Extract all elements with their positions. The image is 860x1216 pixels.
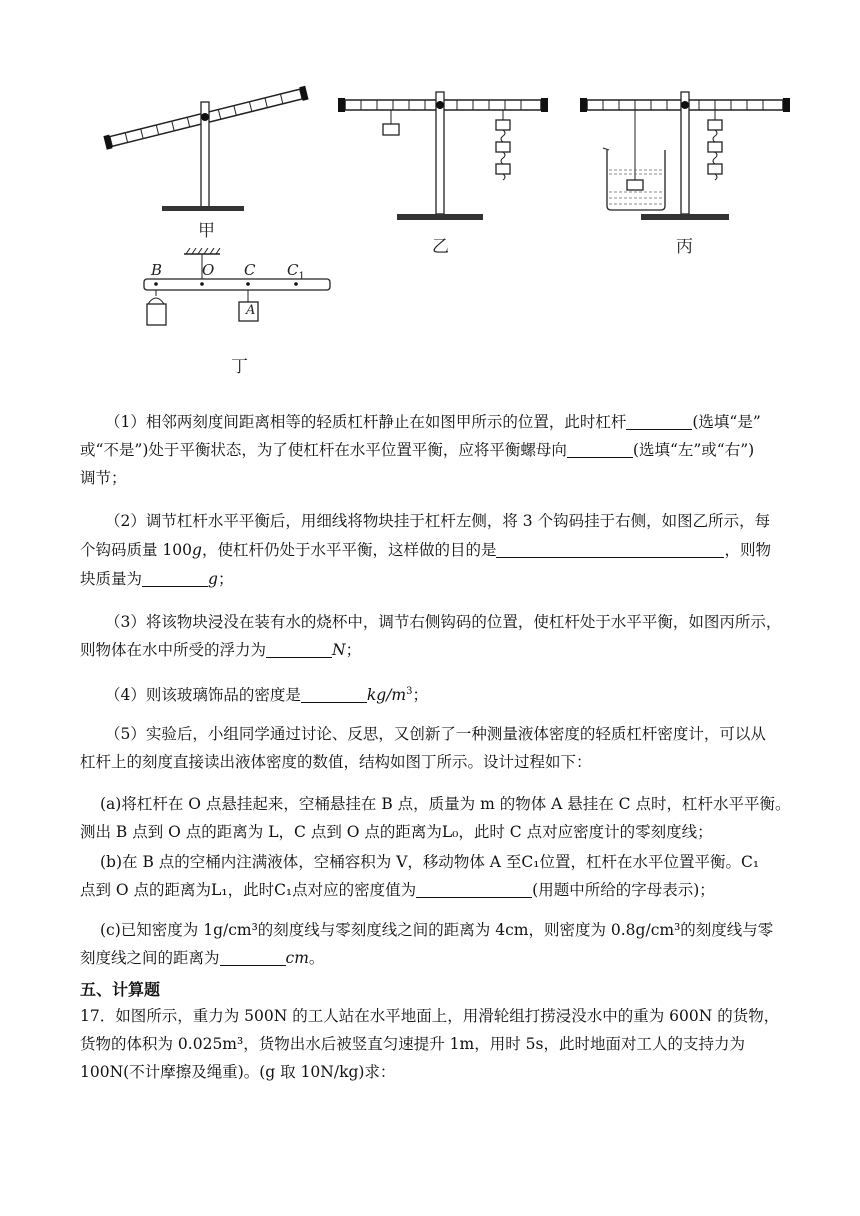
q1-text-2: 或“不是”)处于平衡状态，为了使杠杆在水平位置平衡，应将平衡螺母向	[80, 441, 567, 459]
q2-line1: （2）调节杠杆水平平衡后，用细线将物块挂于杠杆左侧，将 3 个钩码挂于右侧，如图乙所示，每	[105, 512, 771, 530]
q4-unit-sup: 3	[406, 686, 413, 697]
figure-caption-bing: 丙	[676, 237, 693, 257]
q5-c-line2-visible	[80, 948, 780, 968]
q2-blank-mass[interactable]	[142, 570, 208, 587]
ding-label-c1	[287, 261, 305, 282]
q1-line3: 调节；	[80, 469, 127, 487]
q5-c-text: 刻度线之间的距离为	[80, 949, 220, 967]
q5-blank-density-expr[interactable]	[416, 881, 532, 898]
q2-unit-g: g	[192, 541, 202, 559]
q2-line2	[80, 540, 780, 560]
figure-caption-ding: 丁	[231, 357, 248, 377]
q2-text-5: ；	[217, 570, 234, 588]
q5-c-line1: (c)已知密度为 1g/cm³的刻度线与零刻度线之间的距离为 4cm，则密度为 0.8g/cm³的刻度线与零	[100, 921, 774, 939]
q2-line3	[80, 569, 780, 589]
q17-line3: 100N(不计摩擦及绳重)。(g 取 10N/kg)求：	[80, 1063, 396, 1081]
q3-text-2: ；	[345, 641, 362, 659]
ding-label-b: B	[151, 261, 163, 279]
q1-line2	[80, 440, 780, 460]
q1-text: （1）相邻两刻度间距离相等的轻质杠杆静止在如图甲所示的位置，此时杠杆	[105, 413, 627, 431]
q4-text: （4）则该玻璃饰品的密度是	[105, 686, 301, 705]
q5-line1: （5）实验后，小组同学通过讨论、反思，又创新了一种测量液体密度的轻质杠杆密度计，可以从	[105, 725, 766, 743]
q5-blank-distance[interactable]	[220, 949, 286, 966]
q4-line	[105, 682, 805, 705]
q5-b-text: 点到 O 点的距离为L₁，此时C₁点对应的密度值为	[80, 881, 417, 899]
q5-b-line2	[80, 880, 780, 900]
q4-unit: kg/m	[366, 686, 407, 705]
q3-unit: N	[332, 641, 346, 659]
section-heading: 五、计算题	[80, 980, 161, 999]
q3-line2	[80, 640, 780, 660]
figure-caption-jia: 甲	[198, 221, 215, 241]
figure-yi	[335, 88, 550, 223]
q4-text-2: ；	[412, 686, 428, 705]
ding-label-a: A	[246, 303, 256, 318]
q5-b-hint: (用题中所给的字母表示)；	[532, 881, 715, 899]
figure-jia	[100, 80, 320, 220]
q4-blank-density[interactable]	[301, 686, 367, 703]
ding-label-c: C	[244, 261, 256, 279]
q1-hint: (选填“是”	[692, 413, 761, 431]
q3-blank-buoyancy[interactable]	[266, 641, 332, 658]
figure-ding	[138, 248, 338, 333]
ding-label-o: O	[202, 261, 215, 279]
q2-unit-g-2: g	[208, 570, 218, 588]
ding-label-c1-letter: C	[287, 261, 299, 279]
q1-blank-2[interactable]	[567, 441, 633, 458]
figure-bing	[575, 88, 795, 223]
ding-label-c1-sub: 1	[298, 271, 305, 282]
q2-text-3: ，则物	[724, 541, 771, 559]
figure-caption-yi: 乙	[432, 237, 449, 257]
q5-c-unit: cm	[285, 949, 309, 967]
q1-hint-2: (选填“左”或“右”)	[632, 441, 755, 459]
q3-text: 则物体在水中所受的浮力为	[80, 641, 267, 659]
q5-c-end: 。	[308, 949, 325, 967]
q2-blank-purpose[interactable]	[496, 541, 724, 558]
q3-line1: （3）将该物块浸没在装有水的烧杯中，调节右侧钩码的位置，使杠杆处于水平平衡，如图丙所示，	[105, 613, 782, 631]
q5-b-line1: (b)在 B 点的空桶内注满液体，空桶容积为 V，移动物体 A 至C₁位置，杠杆在水平位置平衡。C₁	[100, 853, 760, 871]
q1-line1	[105, 412, 805, 432]
q5-line2: 杠杆上的刻度直接读出液体密度的数值，结构如图丁所示。设计过程如下：	[80, 753, 592, 771]
q2-text-2: ，使杠杆仍处于水平平衡，这样做的目的是	[201, 541, 497, 559]
q17-line1: 17．如图所示，重力为 500N 的工人站在水平地面上，用滑轮组打捞浸没水中的重为 600N 的货物，	[80, 1007, 780, 1025]
q17-line2: 货物的体积为 0.025m³，货物出水后被竖直匀速提升 1m，用时 5s，此时地面对工人的支持力为	[80, 1035, 745, 1053]
q1-blank-1[interactable]	[626, 413, 692, 430]
q2-text: 个钩码质量 100	[80, 541, 193, 559]
q5-a-line1: (a)将杠杆在 O 点悬挂起来，空桶悬挂在 B 点，质量为 m 的物体 A 悬挂在 C 点时，杠杆水平平衡。	[100, 795, 791, 813]
q5-a-line2: 测出 B 点到 O 点的距离为 L，C 点到 O 点的距离为L₀，此时 C 点对应密度计的零刻度线；	[80, 823, 713, 841]
q2-text-4: 块质量为	[80, 570, 143, 588]
